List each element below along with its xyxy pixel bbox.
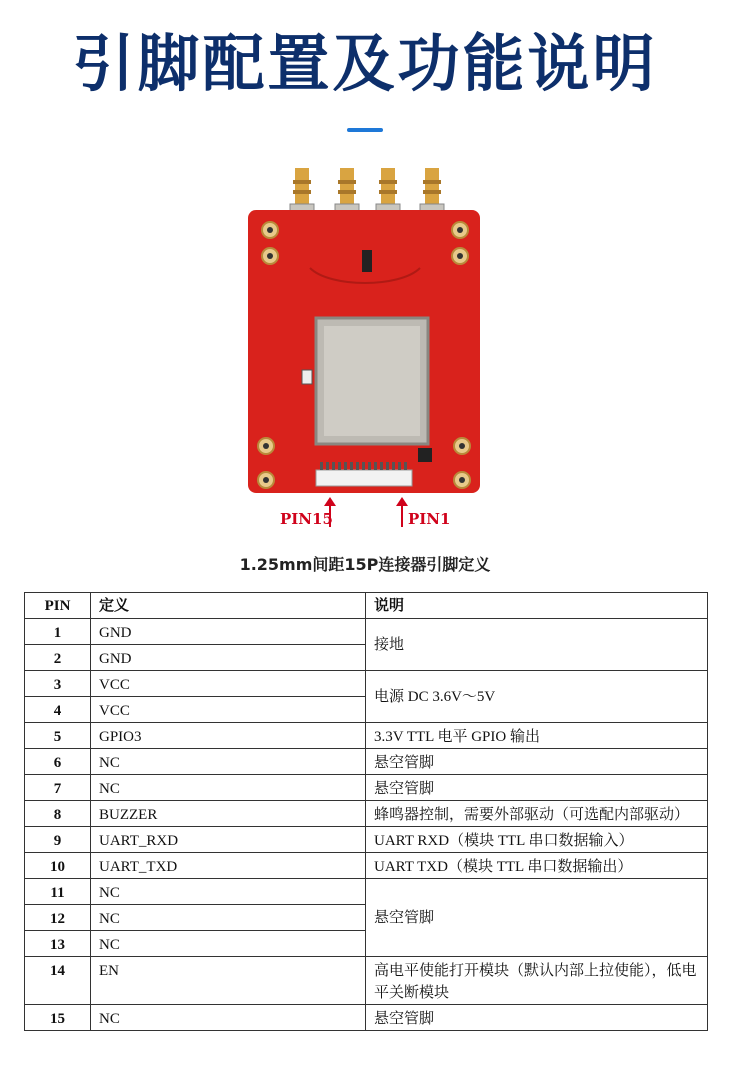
pin-number: 8 xyxy=(25,801,91,827)
pin-definition: BUZZER xyxy=(91,801,366,827)
pin-number: 1 xyxy=(25,619,91,645)
header-pin: PIN xyxy=(25,593,91,619)
pin-definition-table xyxy=(24,592,708,1031)
pin-definition: VCC xyxy=(91,697,366,723)
table-row xyxy=(25,801,708,827)
pin-description: 接地 xyxy=(366,619,708,671)
pin-definition: UART_TXD xyxy=(91,853,366,879)
header-definition: 定义 xyxy=(91,593,366,619)
pin-definition: VCC xyxy=(91,671,366,697)
pin-definition: EN xyxy=(91,957,366,1005)
pin-description: 电源 DC 3.6V～5V xyxy=(366,671,708,723)
table-row xyxy=(25,671,708,697)
pin-number: 10 xyxy=(25,853,91,879)
pin-description: 悬空管脚 xyxy=(366,749,708,775)
pin15-label: PIN15 xyxy=(280,510,333,528)
table-row xyxy=(25,827,708,853)
title-underline xyxy=(347,128,383,132)
pin-description: UART RXD（模块 TTL 串口数据输入） xyxy=(366,827,708,853)
pin-definition: NC xyxy=(91,879,366,905)
pin-definition: GND xyxy=(91,619,366,645)
table-header-row xyxy=(25,593,708,619)
table-row xyxy=(25,1005,708,1031)
pin-description: 高电平使能打开模块（默认内部上拉使能），低电平关断模块 xyxy=(366,957,708,1005)
pin-number: 7 xyxy=(25,775,91,801)
table-row xyxy=(25,879,708,905)
table-row xyxy=(25,775,708,801)
pin-description: 悬空管脚 xyxy=(366,879,708,957)
pin-definition: NC xyxy=(91,749,366,775)
pin-definition: NC xyxy=(91,1005,366,1031)
pin-number: 12 xyxy=(25,905,91,931)
pin-definition: GND xyxy=(91,645,366,671)
pin-number: 9 xyxy=(25,827,91,853)
table-row xyxy=(25,957,708,1005)
table-row xyxy=(25,853,708,879)
pin-number: 13 xyxy=(25,931,91,957)
table-row xyxy=(25,749,708,775)
table-row xyxy=(25,723,708,749)
pin-number: 5 xyxy=(25,723,91,749)
pin-number: 14 xyxy=(25,957,91,1005)
pin-number: 6 xyxy=(25,749,91,775)
pin-description: 悬空管脚 xyxy=(366,1005,708,1031)
pin-number: 15 xyxy=(25,1005,91,1031)
pin1-label: PIN1 xyxy=(408,510,451,528)
pin-definition: NC xyxy=(91,931,366,957)
pin-description: 悬空管脚 xyxy=(366,775,708,801)
pin-definition: NC xyxy=(91,775,366,801)
pin-description: 蜂鸣器控制，需要外部驱动（可选配内部驱动） xyxy=(366,801,708,827)
header-description: 说明 xyxy=(366,593,708,619)
pin-description: UART TXD（模块 TTL 串口数据输出） xyxy=(366,853,708,879)
table-caption: 1.25mm间距15P连接器引脚定义 xyxy=(239,555,491,574)
pin-definition: NC xyxy=(91,905,366,931)
module-photo xyxy=(240,158,490,503)
fpc-connector xyxy=(316,470,412,486)
pin-number: 4 xyxy=(25,697,91,723)
rfid-module-board xyxy=(240,158,490,503)
pin1-arrow-icon xyxy=(401,505,403,527)
page-title: 引脚配置及功能说明 xyxy=(72,27,658,100)
pin-description: 3.3V TTL 电平 GPIO 输出 xyxy=(366,723,708,749)
pin-definition: UART_RXD xyxy=(91,827,366,853)
pin-number: 2 xyxy=(25,645,91,671)
pin-number: 3 xyxy=(25,671,91,697)
pin-definition: GPIO3 xyxy=(91,723,366,749)
table-row xyxy=(25,619,708,645)
pin-number: 11 xyxy=(25,879,91,905)
